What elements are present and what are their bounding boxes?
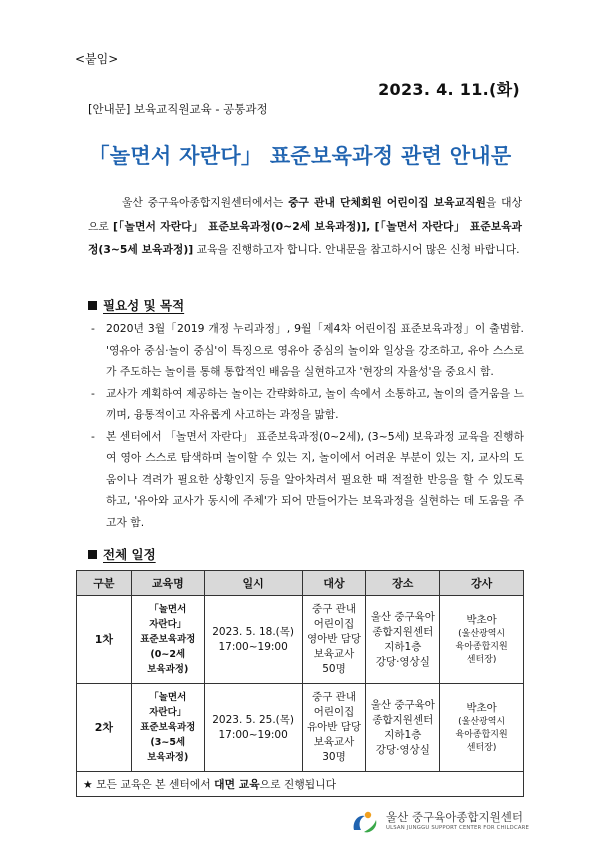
instructor-name: 박초아: [466, 613, 497, 626]
column-header: 구분: [77, 571, 132, 596]
square-bullet-icon: [88, 301, 97, 310]
place-line: 지하1층: [384, 728, 422, 741]
course-line: 자란다」: [149, 707, 187, 718]
list-item: [88, 383, 524, 426]
place-line: 울산 중구육아: [370, 698, 435, 711]
intro-text-2: 을 대상으로: [88, 196, 523, 233]
dash-bullet: -: [91, 322, 95, 335]
target-line: 50명: [322, 663, 346, 675]
place-line: 울산 중구육아: [370, 610, 435, 623]
round-cell: 1차: [77, 596, 132, 684]
section-title: 전체 일정: [103, 547, 156, 562]
section-heading-schedule: [88, 545, 156, 563]
instructor-org-line: (울산광역시: [458, 716, 506, 727]
square-bullet-icon: [88, 550, 97, 559]
place-line: 강당·영상실: [375, 655, 430, 668]
date-line: 2023. 5. 18.(목): [212, 625, 295, 638]
section-title: 필요성 및 목적: [103, 298, 185, 313]
star-icon: ★: [83, 777, 93, 791]
center-logo: [350, 808, 540, 838]
place-line: 강당·영상실: [375, 743, 430, 756]
intro-bold-2: [「놀면서 자란다」 표준보육과정(0~2세 보육과정)], [「놀면서 자란다」 표준보육과정(3~5세 보육과정)]: [88, 219, 522, 256]
instructor-org-line: (울산광역시: [458, 628, 506, 639]
course-line: 표준보육과정: [140, 722, 196, 733]
attachment-label: <붙임>: [75, 52, 119, 66]
course-line: 표준보육과정: [140, 634, 196, 645]
target-line: 보육교사: [313, 648, 355, 660]
column-header: 대상: [302, 571, 366, 596]
intro-bold-1: 중구 관내 단체회원 어린이집 보육교직원: [288, 196, 486, 209]
center-subtitle: ULSAN JUNGGU SUPPORT CENTER FOR CHILDCARE: [386, 825, 530, 831]
course-cell: [131, 596, 204, 684]
instructor-org-line: 센터장): [466, 654, 497, 665]
center-logo-icon: [350, 808, 382, 838]
column-header: 장소: [366, 571, 440, 596]
course-line: 「놀면서: [149, 692, 187, 703]
target-line: 30명: [322, 751, 346, 763]
page-title: 「놀면서 자란다」 표준보육과정 관련 안내문: [88, 144, 512, 168]
table-row: [77, 684, 524, 772]
intro-text-1: 울산 중구육아종합지원센터에서는: [122, 196, 289, 209]
table-note-row: [77, 772, 524, 797]
list-item-text: 교사가 계획하여 제공하는 놀이는 간략화하고, 놀이 속에서 소통하고, 놀이의 즐거움을 느끼며, 융통적이고 자유롭게 사고하는 과정을 맒함.: [106, 386, 524, 421]
note-text: 모든 교육은 본 센터에서: [92, 777, 215, 791]
section-heading-purpose: [88, 296, 184, 314]
course-line: 「놀면서: [149, 604, 187, 615]
document-date: 2023. 4. 11.(화): [378, 80, 520, 99]
instructor-cell: [440, 684, 524, 772]
list-item: [88, 426, 524, 534]
target-cell: [302, 684, 366, 772]
instructor-org-line: 센터장): [466, 742, 497, 753]
round-cell: 2차: [77, 684, 132, 772]
course-line: 보육과정): [147, 752, 189, 763]
column-header: 강사: [440, 571, 524, 596]
course-line: (0~2세: [150, 649, 186, 660]
column-header: 교육명: [131, 571, 204, 596]
course-line: 보육과정): [147, 664, 189, 675]
course-line: 자란다」: [149, 619, 187, 630]
target-line: 유아반 담당: [306, 721, 362, 733]
place-line: 종합지원센터: [372, 713, 434, 726]
datetime-cell: [204, 684, 302, 772]
dash-bullet: -: [91, 386, 95, 400]
list-item-text: 본 센터에서 「놀면서 자란다」 표준보육과정(0~2세), (3~5세) 보육과정 교육을 진행하여 영아 스스로 탐색하며 놀이할 수 있는 지, 놀이에서 어려운 부분이 있는 지, 교사의 도움이나 격려가 필요한 상황인지 등을 알아차려서 필요한 때 적절한 반응을 할 수 있도록 하고, '유아와 교사가 동시에 주체'가 되어 만들어가는 보육과정을 실현하는 데 도움을 주고자 함.: [106, 429, 524, 529]
note-cell: [77, 772, 524, 797]
date-line: 2023. 5. 25.(목): [212, 713, 295, 726]
target-line: 영아반 담당: [306, 633, 362, 645]
target-line: 보육교사: [313, 736, 355, 748]
target-line: 중구 관내: [312, 603, 356, 615]
place-line: 지하1층: [384, 640, 422, 653]
target-line: 중구 관내: [312, 691, 356, 703]
instructor-name: 박초아: [466, 701, 497, 714]
table-row: [77, 596, 524, 684]
place-cell: [366, 596, 440, 684]
table-header-row: [77, 571, 524, 596]
datetime-cell: [204, 596, 302, 684]
intro-text-3: 교육을 진행하고자 합니다. 안내문을 참고하시어 많은 신청 바랍니다.: [193, 243, 520, 256]
instructor-org-line: 육아종합지원: [455, 641, 508, 652]
instructor-cell: [440, 596, 524, 684]
list-item-text: 2020년 3월「2019 개정 누리과정」, 9월「제4차 어린이집 표준보육과정」이 출범함. '영유아 중심·놀이 중심'이 특징으로 영유아 중심의 놀이와 일상을 강조하고, 유아 스스로가 주도하는 놀이를 통해 통합적인 배움을 실현하고자 '현장의 자율성'을 중요시 함.: [106, 322, 524, 378]
place-cell: [366, 684, 440, 772]
note-text: 으로 진행됩니다: [259, 777, 337, 791]
schedule-table: [76, 570, 524, 797]
time-line: 17:00~19:00: [218, 728, 288, 741]
purpose-list: [88, 318, 524, 533]
note-bold-text: 대면 교육: [214, 777, 260, 791]
dash-bullet: -: [91, 429, 95, 443]
course-line: (3~5세: [150, 737, 186, 748]
place-line: 종합지원센터: [372, 625, 434, 638]
list-item: [88, 318, 524, 383]
target-cell: [302, 596, 366, 684]
notice-label: [안내문] 보육교직원교육 - 공통과정: [88, 102, 268, 116]
target-line: 어린이집: [313, 706, 355, 718]
course-cell: [131, 684, 204, 772]
center-name: 울산 중구육아종합지원센터: [386, 810, 523, 824]
target-line: 어린이집: [313, 618, 355, 630]
intro-paragraph: [88, 191, 522, 262]
column-header: 일시: [204, 571, 302, 596]
instructor-org-line: 육아종합지원: [455, 729, 508, 740]
time-line: 17:00~19:00: [218, 640, 288, 653]
